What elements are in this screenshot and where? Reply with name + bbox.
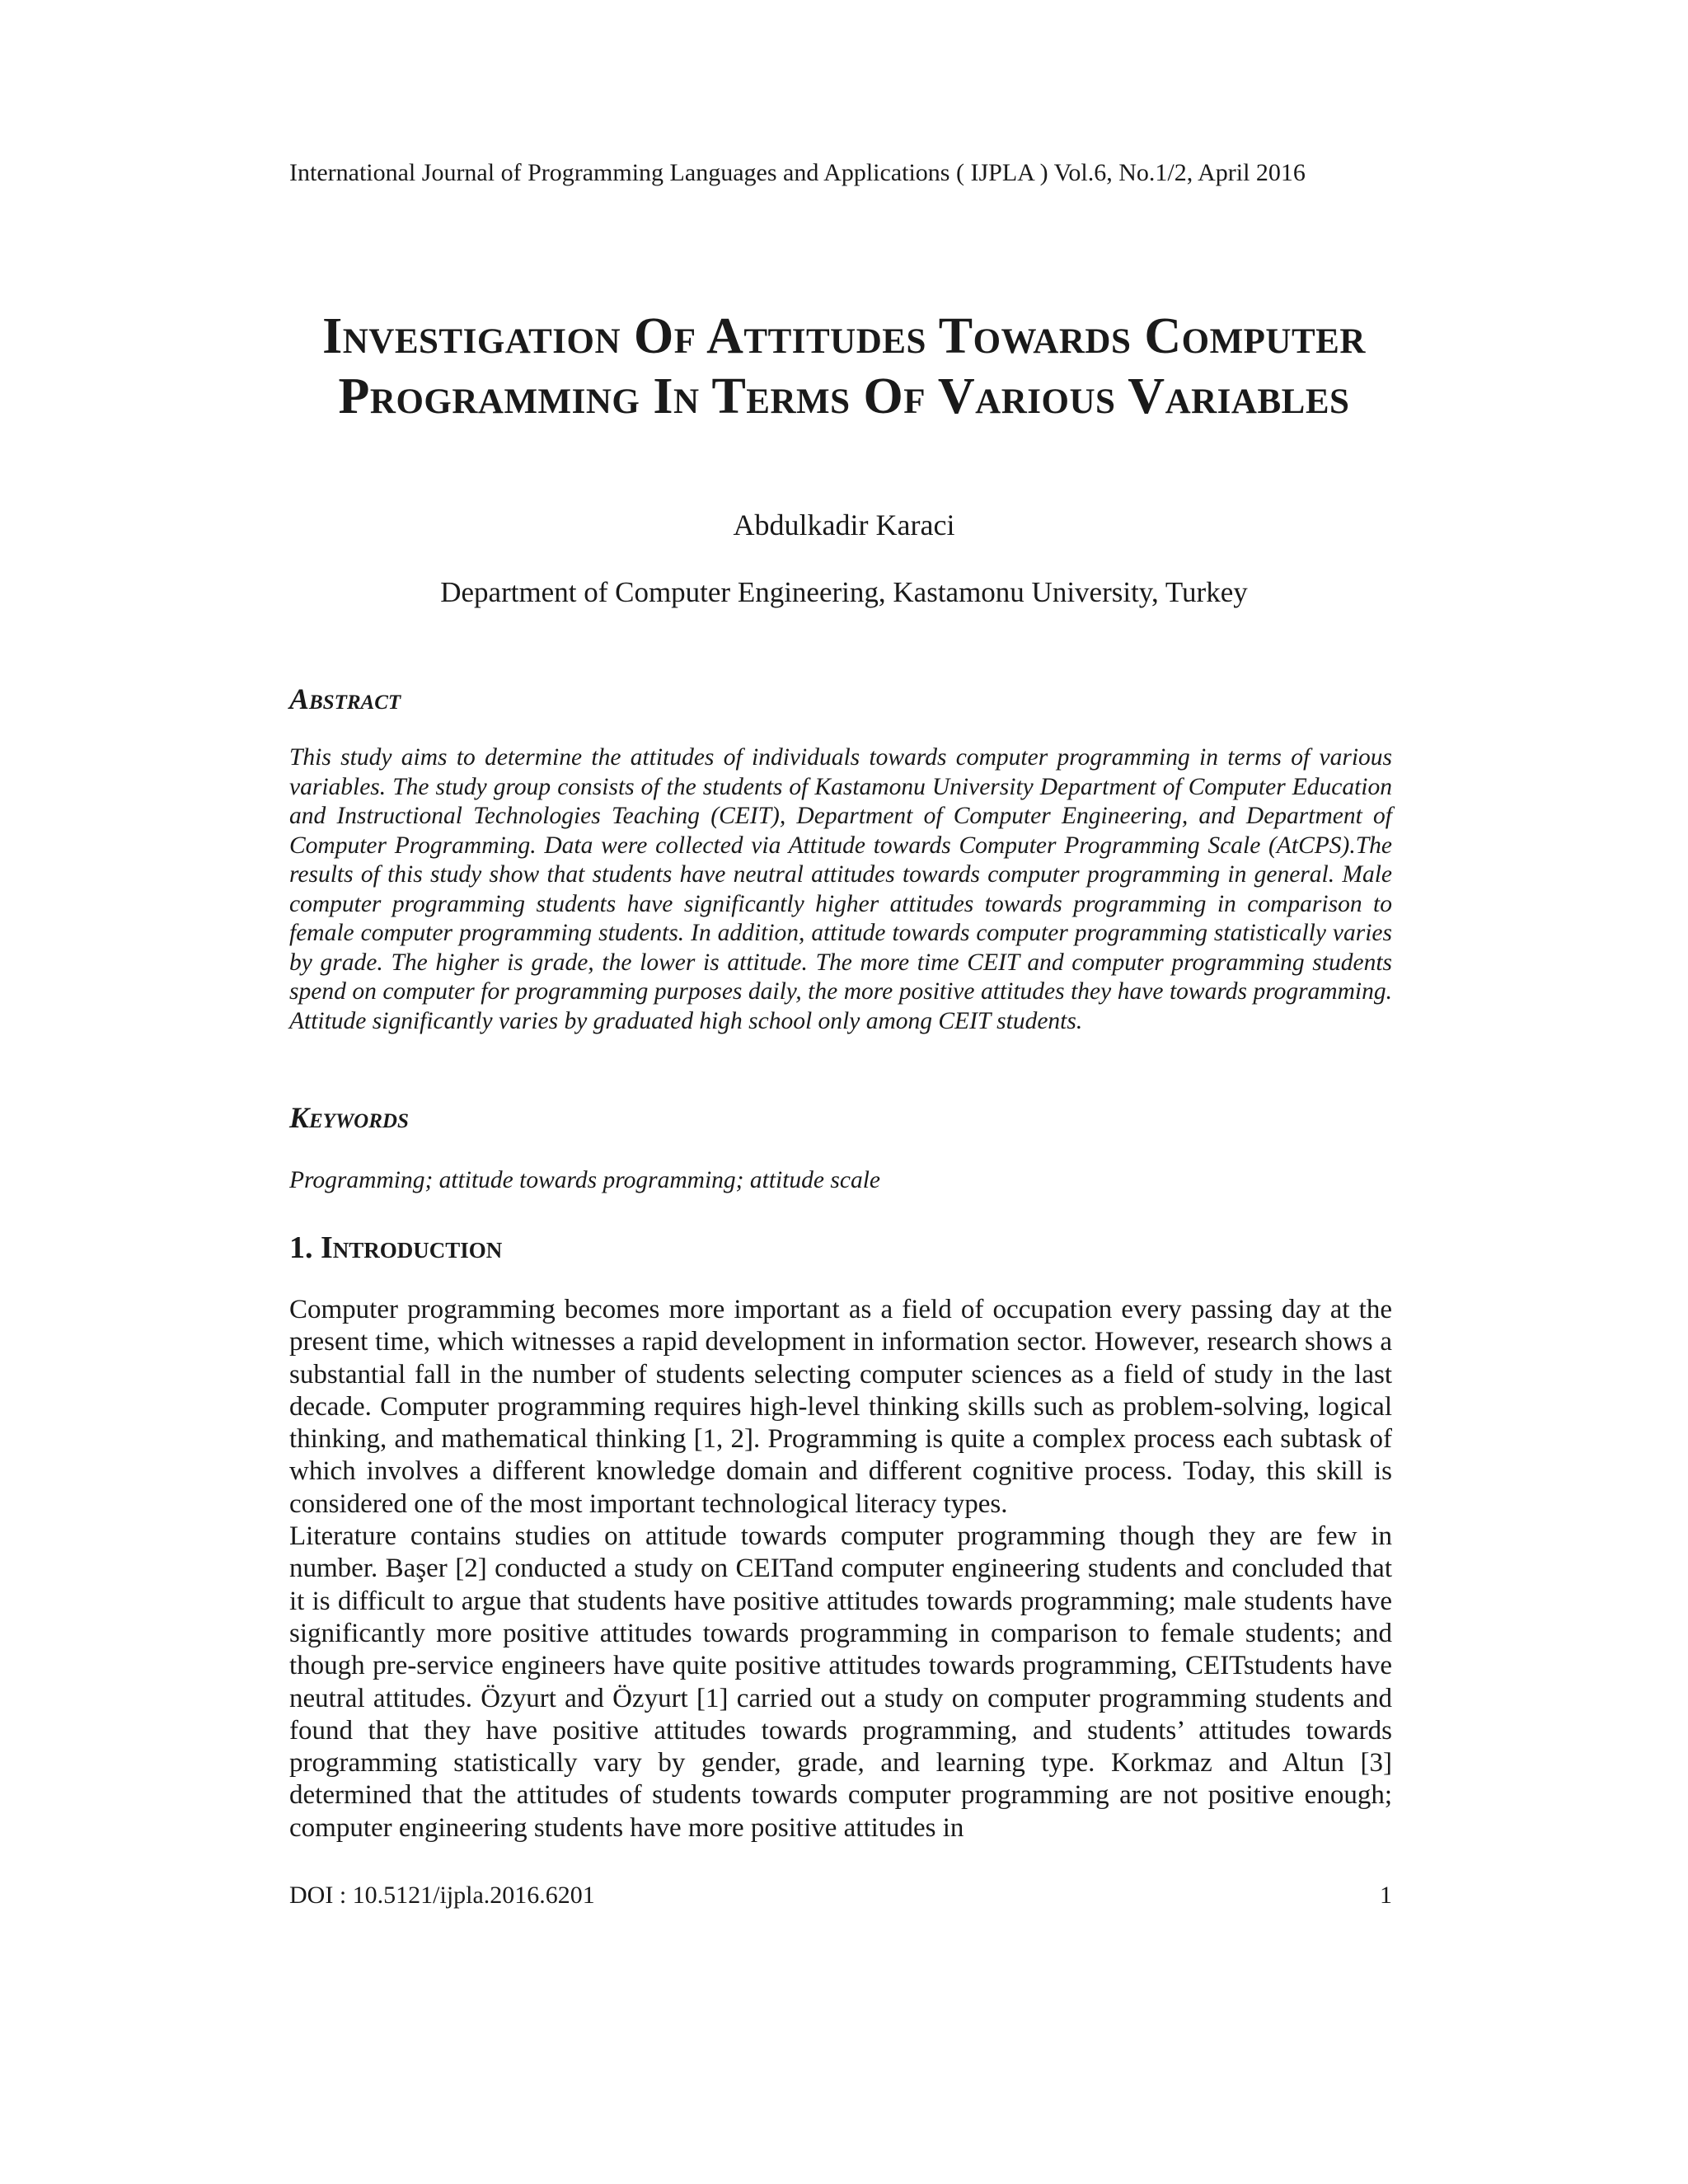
running-header: International Journal of Programming Languages and Applications ( IJPLA ) Vol.6, No.1/2, April 2016 xyxy=(289,159,1306,186)
introduction-paragraph: Computer programming becomes more important as a field of occupation every passing day at the present time, which witnesses a rapid development in information sector. However, research shows a substantial fall in the number of students selecting computer sciences as a field of study in the last decade. Computer programming requires high-level thinking skills such as problem-solving, logical thinking, and mathematical thinking [1, 2]. Programming is quite a complex process each subtask of which involves a different knowledge domain and different cognitive process. Today, this skill is considered one of the most important technological literacy types. xyxy=(289,1295,1392,1519)
doi-footer: DOI : 10.5121/ijpla.2016.6201 xyxy=(289,1882,595,1909)
keywords-heading: Keywords xyxy=(289,1101,409,1134)
page-number: 1 xyxy=(1380,1882,1392,1909)
introduction-paragraph: Literature contains studies on attitude towards computer programming though they are few in number. Başer [2] conducted a study on CEITand computer engineering students and concluded that it is difficult to argue that students have positive attitudes towards programming; male students have significantly more positive attitudes towards programming in comparison to female students; and though pre-service engineers have quite positive attitudes towards programming, CEITstudents have neutral attitudes. Özyurt and Özyurt [1] carried out a study on computer programming students and found that they have positive attitudes towards programming, and students’ attitudes towards programming statistically vary by gender, grade, and learning type. Korkmaz and Altun [3] determined that the attitudes of students towards computer programming are not positive enough; computer engineering students have more positive attitudes in xyxy=(289,1521,1392,1843)
introduction-body xyxy=(289,1294,1392,1844)
keywords-text: Programming; attitude towards programming; attitude scale xyxy=(289,1167,880,1193)
abstract-text: This study aims to determine the attitudes of individuals towards computer programming in terms of various variables. The study group consists of the students of Kastamonu University Department of Computer Education and Instructional Technologies Teaching (CEIT), Department of Computer Engineering, and Department of Computer Programming. Data were collected via Attitude towards Computer Programming Scale (AtCPS).The results of this study show that students have neutral attitudes towards computer programming in general. Male computer programming students have significantly higher attitudes towards programming in comparison to female computer programming students. In addition, attitude towards computer programming statistically varies by grade. The higher is grade, the lower is attitude. The more time CEIT and computer programming students spend on computer for programming purposes daily, the more positive attitudes they have towards programming. Attitude significantly varies by graduated high school only among CEIT students. xyxy=(289,744,1392,1034)
abstract-heading: Abstract xyxy=(289,682,401,715)
author-affiliation: Department of Computer Engineering, Kastamonu University, Turkey xyxy=(440,576,1248,608)
author-name: Abdulkadir Karaci xyxy=(733,509,955,541)
paper-title: Investigation Of Attitudes Towards Computer Programming In Terms Of Various Variables xyxy=(322,308,1366,424)
introduction-heading: 1. Introduction xyxy=(289,1230,503,1265)
